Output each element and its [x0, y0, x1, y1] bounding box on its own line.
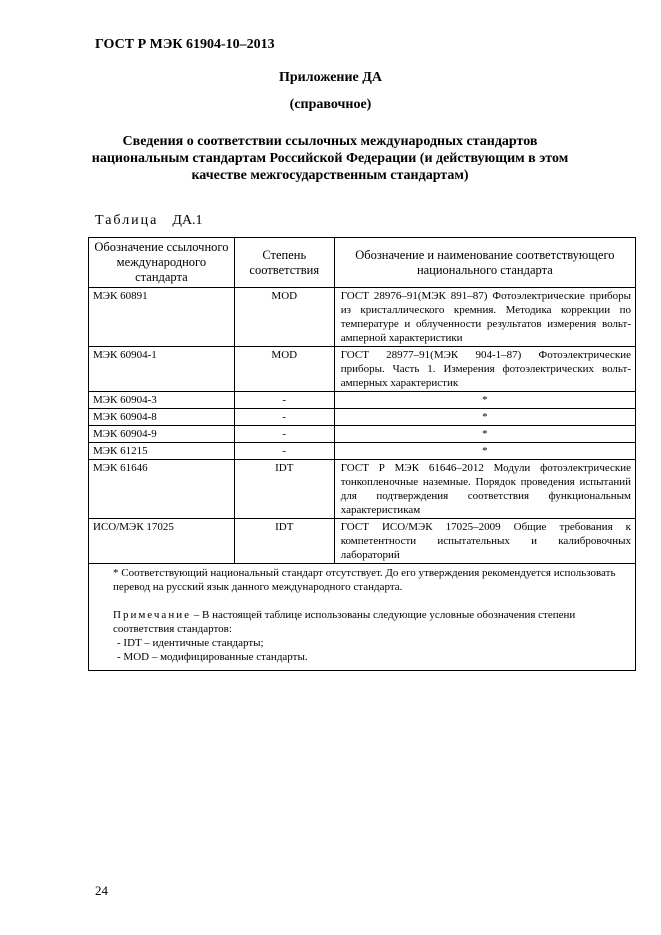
cell-degree: -	[234, 443, 334, 460]
page-number: 24	[95, 883, 108, 898]
cell-degree: MOD	[234, 347, 334, 392]
cell-ref-standard: МЭК 61215	[89, 443, 235, 460]
cell-degree: MOD	[234, 288, 334, 347]
cell-ref-standard: МЭК 60891	[89, 288, 235, 347]
header-degree: Степень соответствия	[234, 238, 334, 288]
cell-ref-standard: ИСО/МЭК 17025	[89, 519, 235, 564]
footnote: * Соответствующий национальный стандарт отсутствует. До его утверждения рекомендуется использовать перевод на русский язык данного международного стандарта.	[113, 567, 616, 593]
cell-ref-standard: МЭК 60904-3	[89, 392, 235, 409]
cell-degree: -	[234, 409, 334, 426]
appendix-subtitle: (справочное)	[289, 97, 372, 112]
cell-degree: IDT	[234, 460, 334, 519]
correspondence-table	[88, 237, 636, 671]
cell-national-standard: *	[334, 443, 635, 460]
table-header-row	[89, 238, 636, 288]
cell-degree: -	[234, 392, 334, 409]
cell-national-standard: ГОСТ 28976–91(МЭК 891–87) Фотоэлектрические приборы из кристаллического кремния. Методика коррекции по температуре и облученности результатов измерения вольт-амперной характеристики	[334, 288, 635, 347]
cell-ref-standard: МЭК 60904-8	[89, 409, 235, 426]
appendix-title: Приложение ДА	[278, 70, 383, 85]
document-code: ГОСТ Р МЭК 61904-10–2013	[95, 37, 275, 52]
table-caption	[95, 213, 203, 229]
cell-national-standard: ГОСТ 28977–91(МЭК 904-1–87) Фотоэлектрические приборы. Часть 1. Измерения фотоэлектрических вольт-амперных характеристик	[334, 347, 635, 392]
table-row	[89, 409, 636, 426]
table-row	[89, 392, 636, 409]
table-row	[89, 347, 636, 392]
cell-national-standard: ГОСТ ИСО/МЭК 17025–2009 Общие требования к компетентности испытательных и калибровочных лабораторий	[334, 519, 635, 564]
header-national-standard: Обозначение и наименование соответствующего национального стандарта	[334, 238, 635, 288]
note-text: – В настоящей таблице использованы следующие условные обозначения степени соответствия стандартов:	[113, 609, 576, 635]
table-caption-number: ДА.1	[172, 213, 203, 228]
note-item-mod: - MOD – модифицированные стандарты.	[117, 651, 308, 663]
cell-national-standard: ГОСТ Р МЭК 61646–2012 Модули фотоэлектрические тонкопленочные наземные. Порядок проведения испытаний для подтверждения соответствия функциональным характеристикам	[334, 460, 635, 519]
header-ref-standard: Обозначение ссылочного международного стандарта	[89, 238, 235, 288]
table-row	[89, 519, 636, 564]
table-caption-word: Таблица	[95, 213, 159, 228]
cell-ref-standard: МЭК 61646	[89, 460, 235, 519]
cell-national-standard: *	[334, 426, 635, 443]
note	[93, 608, 631, 636]
table-row	[89, 460, 636, 519]
note-item-idt: - IDT – идентичные стандарты;	[117, 637, 264, 649]
appendix-heading: Сведения о соответствии ссылочных международных стандартов национальным стандартам Российской Федерации (и действующим в этом качестве межгосударственным стандартам)	[91, 134, 569, 183]
table-row	[89, 288, 636, 347]
table-footer-row	[89, 564, 636, 671]
cell-degree: IDT	[234, 519, 334, 564]
cell-ref-standard: МЭК 60904-9	[89, 426, 235, 443]
table-row	[89, 443, 636, 460]
cell-degree: -	[234, 426, 334, 443]
cell-national-standard: *	[334, 409, 635, 426]
note-label: Примечание	[113, 609, 191, 621]
cell-national-standard: *	[334, 392, 635, 409]
table-footer	[89, 564, 636, 671]
table-row	[89, 426, 636, 443]
cell-ref-standard: МЭК 60904-1	[89, 347, 235, 392]
